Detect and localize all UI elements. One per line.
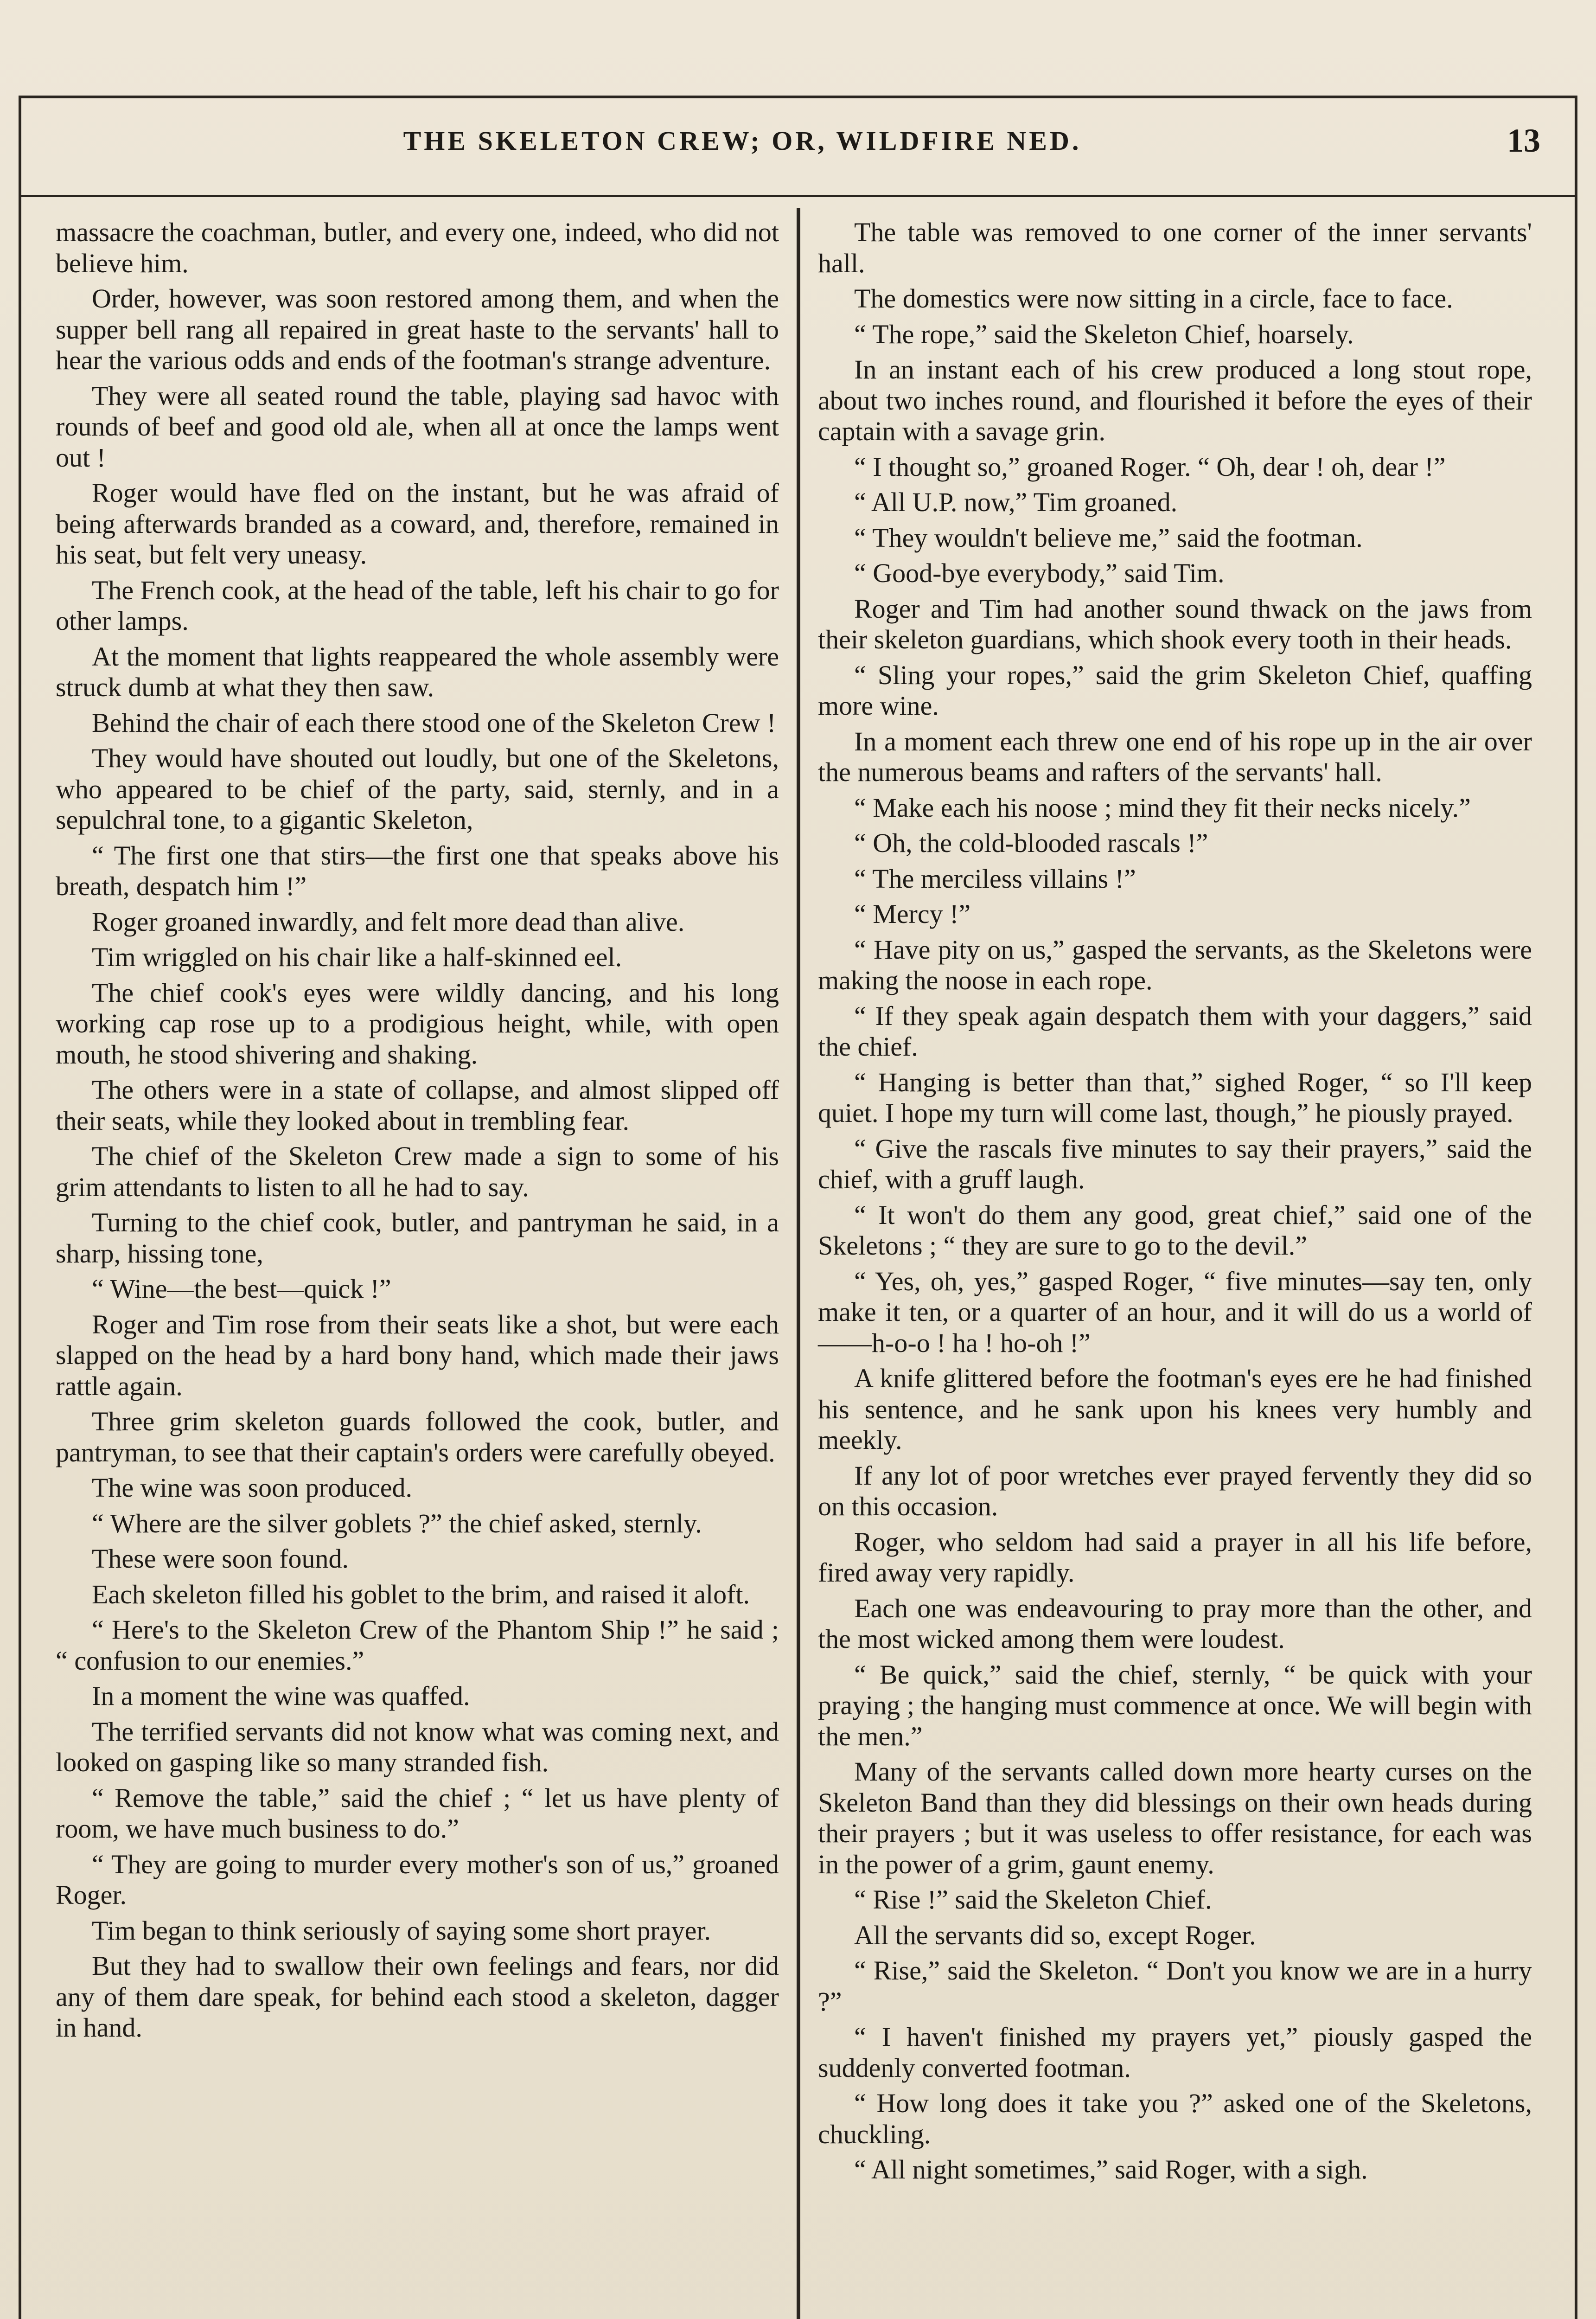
- paragraph: “ They wouldn't believe me,” said the footman.: [854, 522, 1363, 553]
- paragraph: “ Remove the table,” said the chief ; “ let us have plenty of room, we have much business to do.”: [56, 1782, 779, 1844]
- paragraph: “ The rope,” said the Skeleton Chief, hoarsely.: [854, 319, 1354, 349]
- paragraph: If any lot of poor wretches ever prayed fervently they did so on this occasion.: [818, 1460, 1532, 1521]
- paragraph: In a moment the wine was quaffed.: [92, 1681, 470, 1711]
- paragraph: Many of the servants called down more hearty curses on the Skeleton Band than they did blessings on their own heads during their prayers ; but it was useless to offer resistance, for each was in the power of a grim, gaunt enemy.: [818, 1756, 1532, 1879]
- paragraph: Order, however, was soon restored among them, and when the supper bell rang all repaired in great haste to the servants' hall to hear the various odds and ends of the footman's strange adventure.: [56, 283, 779, 375]
- paragraph: The terrified servants did not know what was coming next, and looked on gasping like so many stranded fish.: [56, 1716, 779, 1777]
- paragraph: They were all seated round the table, playing sad havoc with rounds of beef and good old ale, when all at once the lamps went out !: [56, 380, 779, 473]
- paragraph: These were soon found.: [92, 1544, 349, 1574]
- paragraph: Each skeleton filled his goblet to the brim, and raised it aloft.: [92, 1579, 750, 1609]
- paragraph: Roger and Tim had another sound thwack on the jaws from their skeleton guardians, which shook every tooth in their heads.: [818, 593, 1532, 654]
- paragraph: Behind the chair of each there stood one of the Skeleton Crew !: [92, 707, 776, 738]
- paragraph: “ Rise,” said the Skeleton. “ Don't you know we are in a hurry ?”: [818, 1955, 1532, 2017]
- paragraph: massacre the coachman, butler, and every one, indeed, who did not believe him.: [56, 217, 779, 278]
- paragraph: But they had to swallow their own feelings and fears, nor did any of them dare speak, for behind each stood a skeleton, dagger in hand.: [56, 1951, 779, 2043]
- paragraph: “ Wine—the best—quick !”: [92, 1274, 391, 1304]
- left-border-rule: [19, 96, 21, 2319]
- paragraph: “ Sling your ropes,” said the grim Skeleton Chief, quaffing more wine.: [818, 660, 1532, 721]
- paragraph: Tim wriggled on his chair like a half-skinned eel.: [92, 942, 622, 972]
- paragraph: “ Oh, the cold-blooded rascals !”: [854, 828, 1208, 858]
- right-border-rule: [1575, 96, 1577, 2319]
- paragraph: “ The first one that stirs—the first one that speaks above his breath, despatch him !”: [56, 840, 779, 901]
- paragraph: “ All night sometimes,” said Roger, with a sigh.: [854, 2154, 1368, 2184]
- paragraph: “ Here's to the Skeleton Crew of the Phantom Ship !” he said ; “ confusion to our enemies.”: [56, 1614, 779, 1676]
- paragraph: “ Rise !” said the Skeleton Chief.: [854, 1884, 1212, 1915]
- paragraph: A knife glittered before the footman's eyes ere he had finished his sentence, and he sank upon his knees very humbly and meekly.: [818, 1363, 1532, 1455]
- paragraph: All the servants did so, except Roger.: [854, 1920, 1256, 1950]
- paragraph: “ Give the rascals five minutes to say their prayers,” said the chief, with a gruff laugh.: [818, 1133, 1532, 1194]
- paragraph: “ Hanging is better than that,” sighed Roger, “ so I'll keep quiet. I hope my turn will come last, though,” he piously prayed.: [818, 1067, 1532, 1128]
- paragraph: “ How long does it take you ?” asked one of the Skeletons, chuckling.: [818, 2088, 1532, 2149]
- paragraph: The others were in a state of collapse, and almost slipped off their seats, while they looked about in trembling fear.: [56, 1075, 779, 1136]
- paragraph: The wine was soon produced.: [92, 1473, 412, 1503]
- paragraph: Each one was endeavouring to pray more than the other, and the most wicked among them were loudest.: [818, 1593, 1532, 1654]
- paragraph: The table was removed to one corner of the inner servants' hall.: [818, 217, 1532, 278]
- paragraph: The domestics were now sitting in a circle, face to face.: [854, 283, 1453, 314]
- paragraph: At the moment that lights reappeared the whole assembly were struck dumb at what they then saw.: [56, 641, 779, 702]
- paragraph: Roger groaned inwardly, and felt more dead than alive.: [92, 906, 685, 937]
- paragraph: “ Be quick,” said the chief, sternly, “ be quick with your praying ; the hanging must commence at once. We will begin with the men.”: [818, 1659, 1532, 1751]
- page-number: 13: [1507, 122, 1540, 159]
- paragraph: Tim began to think seriously of saying some short prayer.: [92, 1915, 711, 1946]
- top-border-rule: [19, 96, 1577, 98]
- header-rule: [19, 195, 1577, 197]
- paragraph: “ If they speak again despatch them with your daggers,” said the chief.: [818, 1000, 1532, 1062]
- paragraph: “ Make each his noose ; mind they fit their necks nicely.”: [854, 792, 1471, 823]
- paragraph: “ Where are the silver goblets ?” the chief asked, sternly.: [92, 1508, 702, 1538]
- paragraph: “ Have pity on us,” gasped the servants, as the Skeletons were making the noose in each rope.: [818, 934, 1532, 995]
- paragraph: Roger, who seldom had said a prayer in all his life before, fired away very rapidly.: [818, 1526, 1532, 1588]
- paragraph: The French cook, at the head of the table, left his chair to go for other lamps.: [56, 575, 779, 636]
- paragraph: Roger and Tim rose from their seats like a shot, but were each slapped on the head by a hard bony hand, which made their jaws rattle again.: [56, 1309, 779, 1401]
- paragraph: They would have shouted out loudly, but one of the Skeletons, who appeared to be chief of the party, said, sternly, and in a sepulchral tone, to a gigantic Skeleton,: [56, 743, 779, 835]
- running-head-title: THE SKELETON CREW; OR, WILDFIRE NED.: [403, 126, 1082, 156]
- paragraph: “ All U.P. now,” Tim groaned.: [854, 487, 1178, 517]
- paragraph: The chief of the Skeleton Crew made a sign to some of his grim attendants to listen to all he had to say.: [56, 1141, 779, 1202]
- paragraph: Three grim skeleton guards followed the cook, butler, and pantryman, to see that their captain's orders were carefully obeyed.: [56, 1406, 779, 1467]
- paragraph: “ Yes, oh, yes,” gasped Roger, “ five minutes—say ten, only make it ten, or a quarter of an hour, and it will do us a world of——h-o-o ! ha ! ho-oh !”: [818, 1266, 1532, 1358]
- paragraph: “ It won't do them any good, great chief,” said one of the Skeletons ; “ they are sure to go to the devil.”: [818, 1199, 1532, 1261]
- paragraph: In an instant each of his crew produced a long stout rope, about two inches round, and flourished it before the eyes of their captain with a savage grin.: [818, 354, 1532, 446]
- paragraph: “ I thought so,” groaned Roger. “ Oh, dear ! oh, dear !”: [854, 451, 1446, 482]
- paragraph: “ Good-bye everybody,” said Tim.: [854, 558, 1225, 588]
- paragraph: Roger would have fled on the instant, but he was afraid of being afterwards branded as a coward, and, therefore, remained in his seat, but felt very uneasy.: [56, 478, 779, 570]
- paragraph: The chief cook's eyes were wildly dancing, and his long working cap rose up to a prodigious height, while, with open mouth, he stood shivering and shaking.: [56, 977, 779, 1070]
- paragraph: “ Mercy !”: [854, 899, 971, 929]
- paragraph: In a moment each threw one end of his rope up in the air over the numerous beams and rafters of the servants' hall.: [818, 726, 1532, 787]
- paragraph: Turning to the chief cook, butler, and pantryman he said, in a sharp, hissing tone,: [56, 1207, 779, 1268]
- paragraph: “ They are going to murder every mother's son of us,” groaned Roger.: [56, 1849, 779, 1910]
- paragraph: “ I haven't finished my prayers yet,” piously gasped the suddenly converted footman.: [818, 2022, 1532, 2083]
- left-text-column: [56, 217, 779, 2048]
- paragraph: “ The merciless villains !”: [854, 863, 1136, 894]
- right-text-column: [818, 217, 1532, 2190]
- column-divider: [797, 208, 800, 2319]
